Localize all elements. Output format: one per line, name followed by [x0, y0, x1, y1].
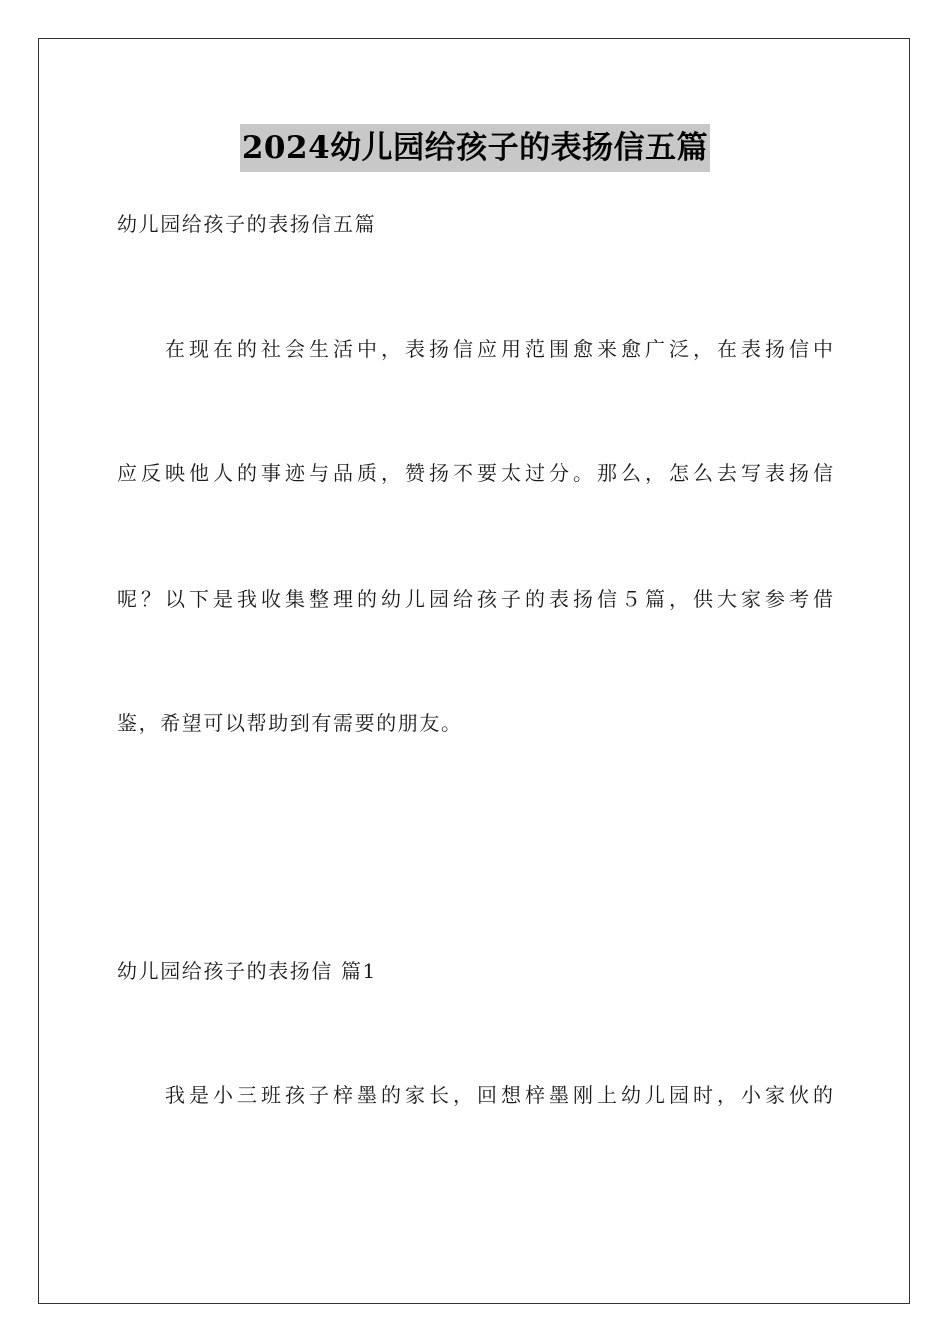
- paragraph-line: 呢？以下是我收集整理的幼儿园给孩子的表扬信５篇，供大家参考借: [117, 587, 833, 611]
- paragraph-line: 在现在的社会生活中，表扬信应用范围愈来愈广泛，在表扬信中: [165, 337, 833, 361]
- paragraph-line: 我是小三班孩子梓墨的家长，回想梓墨刚上幼儿园时，小家伙的: [165, 1083, 833, 1107]
- document-subtitle: 幼儿园给孩子的表扬信五篇: [117, 212, 377, 236]
- paragraph-line: 鉴，希望可以帮助到有需要的朋友。: [117, 711, 463, 735]
- document-title: 2024幼儿园给孩子的表扬信五篇: [240, 124, 710, 172]
- section-heading: 幼儿园给孩子的表扬信 篇1: [117, 959, 377, 983]
- paragraph-line: 应反映他人的事迹与品质，赞扬不要太过分。那么，怎么去写表扬信: [117, 461, 833, 485]
- title-container: [0, 124, 950, 172]
